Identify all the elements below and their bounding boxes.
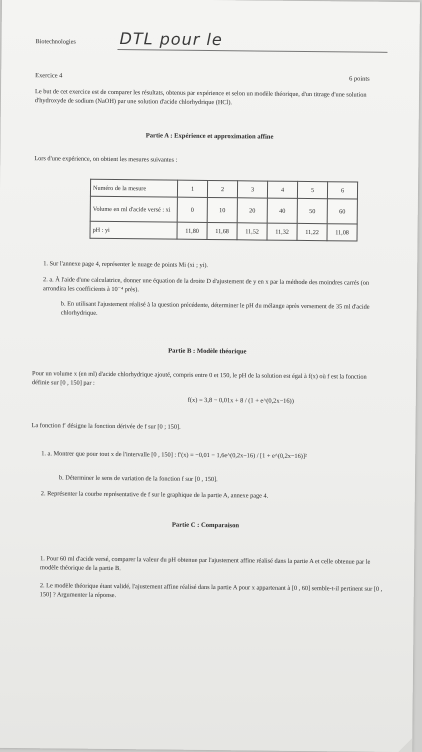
table-cell: 4 (267, 181, 297, 198)
subject-header: Biotechnologies (35, 38, 76, 46)
table-cell: 11,68 (207, 222, 237, 239)
table-cell: 11,52 (237, 223, 267, 240)
table-cell: 50 (297, 198, 327, 223)
part-a-question-2a: 2. a. À l'aide d'une calculatrice, donner une équation de la droite D d'ajustement de y en x par la méthode des moindres carrés (on arrondira les coefficients à 10⁻⁴ près). (42, 276, 370, 293)
table-row-label: Volume en ml d'acide versé : xi (90, 196, 177, 222)
table-row-label: Numéro de la mesure (90, 179, 177, 197)
table-cell: 11,08 (327, 224, 357, 241)
part-a-lead: Lors d'une expérience, on obtient les mesures suivantes : (34, 155, 178, 164)
part-c-question-2: 2. Le modèle théorique étant validé, l'ajustement affine réalisé dans la partie A pour x appartenant à [0 , 60] semble-t-il pertinent sur [0 , 150] ? Argumenter la réponse. (39, 582, 383, 599)
table-cell: 11,22 (297, 223, 327, 240)
part-a-question-2b: b. En utilisant l'ajustement réalisé à la question précédente, déterminer le pH du mélange après versement de 35 ml d'acide chlorhydrique. (60, 300, 370, 317)
function-definition: f(x) = 3,8 − 0,01x + 8 / (1 + e^(0,2x−16)) (187, 396, 294, 405)
table-cell: 11,32 (267, 223, 297, 240)
part-b-question-1a: 1. a. Montrer que pour tout x de l'intervalle [0 , 150] : f′(x) = −0,01 − 1,6e^(0,2x−16) / [1 + e^(0,2x−16)]² (41, 450, 307, 461)
part-b-question-2: 2. Représenter la courbe représentative de f sur le graphique de la partie A, annexe page 4. (40, 490, 269, 500)
part-b-lead: Pour un volume x (en ml) d'acide chlorhydrique ajouté, compris entre 0 et 150, le pH de la solution est égal à f(x) où f est la fonction définie sur [0 , 150] par : (31, 370, 367, 387)
table-cell: 1 (177, 180, 207, 197)
table-cell: 10 (207, 197, 237, 222)
exercise-title: Exercice 4 (35, 72, 63, 80)
part-b-question-1b: b. Déterminer le sens de variation de la fonction f sur [0 , 150]. (58, 474, 218, 484)
exercise-points: 6 points (349, 75, 370, 83)
table-row (90, 221, 357, 241)
part-c-title: Partie C : Comparaison (171, 521, 240, 530)
header-rule (117, 49, 387, 53)
table-cell: 20 (237, 198, 267, 223)
derivative-intro: La fonction f′ désigne la fonction dérivée de f sur [0 ; 150]. (31, 422, 181, 431)
part-a-title: Partie A : Expérience et approximation affine (145, 132, 274, 141)
exercise-intro: Le but de cet exercice est de comparer les résultats, obtenus par expérience et selon un modèle théorique, d'un titrage d'une solution d'hydroxyde de sodium (NaOH) par une solution d'acide chlorhydrique (HCl). (34, 88, 367, 106)
part-c-question-1: 1. Pour 60 ml d'acide versé, comparer la valeur du pH obtenue par l'ajustement affine réalisé dans la partie A et celle obtenue par le modèle théorique de la partie B. (40, 555, 371, 572)
table-row (90, 196, 357, 224)
table-cell: 2 (207, 180, 237, 197)
handwritten-note: DTL pour le (119, 29, 223, 50)
table-row-label: pH : yi (90, 221, 177, 239)
table-cell: 40 (267, 198, 297, 223)
part-a-question-1: 1. Sur l'annexe page 4, représenter le nuage de points Mi (xi ; yi). (43, 260, 209, 269)
table-cell: 0 (177, 197, 207, 222)
table-cell: 11,80 (177, 222, 207, 239)
part-b-title: Partie B : Modèle théorique (168, 347, 247, 356)
table-cell: 5 (297, 181, 327, 198)
table-cell: 3 (237, 181, 267, 198)
measurements-table (89, 179, 358, 242)
table-cell: 6 (327, 182, 357, 199)
table-cell: 60 (327, 199, 357, 224)
